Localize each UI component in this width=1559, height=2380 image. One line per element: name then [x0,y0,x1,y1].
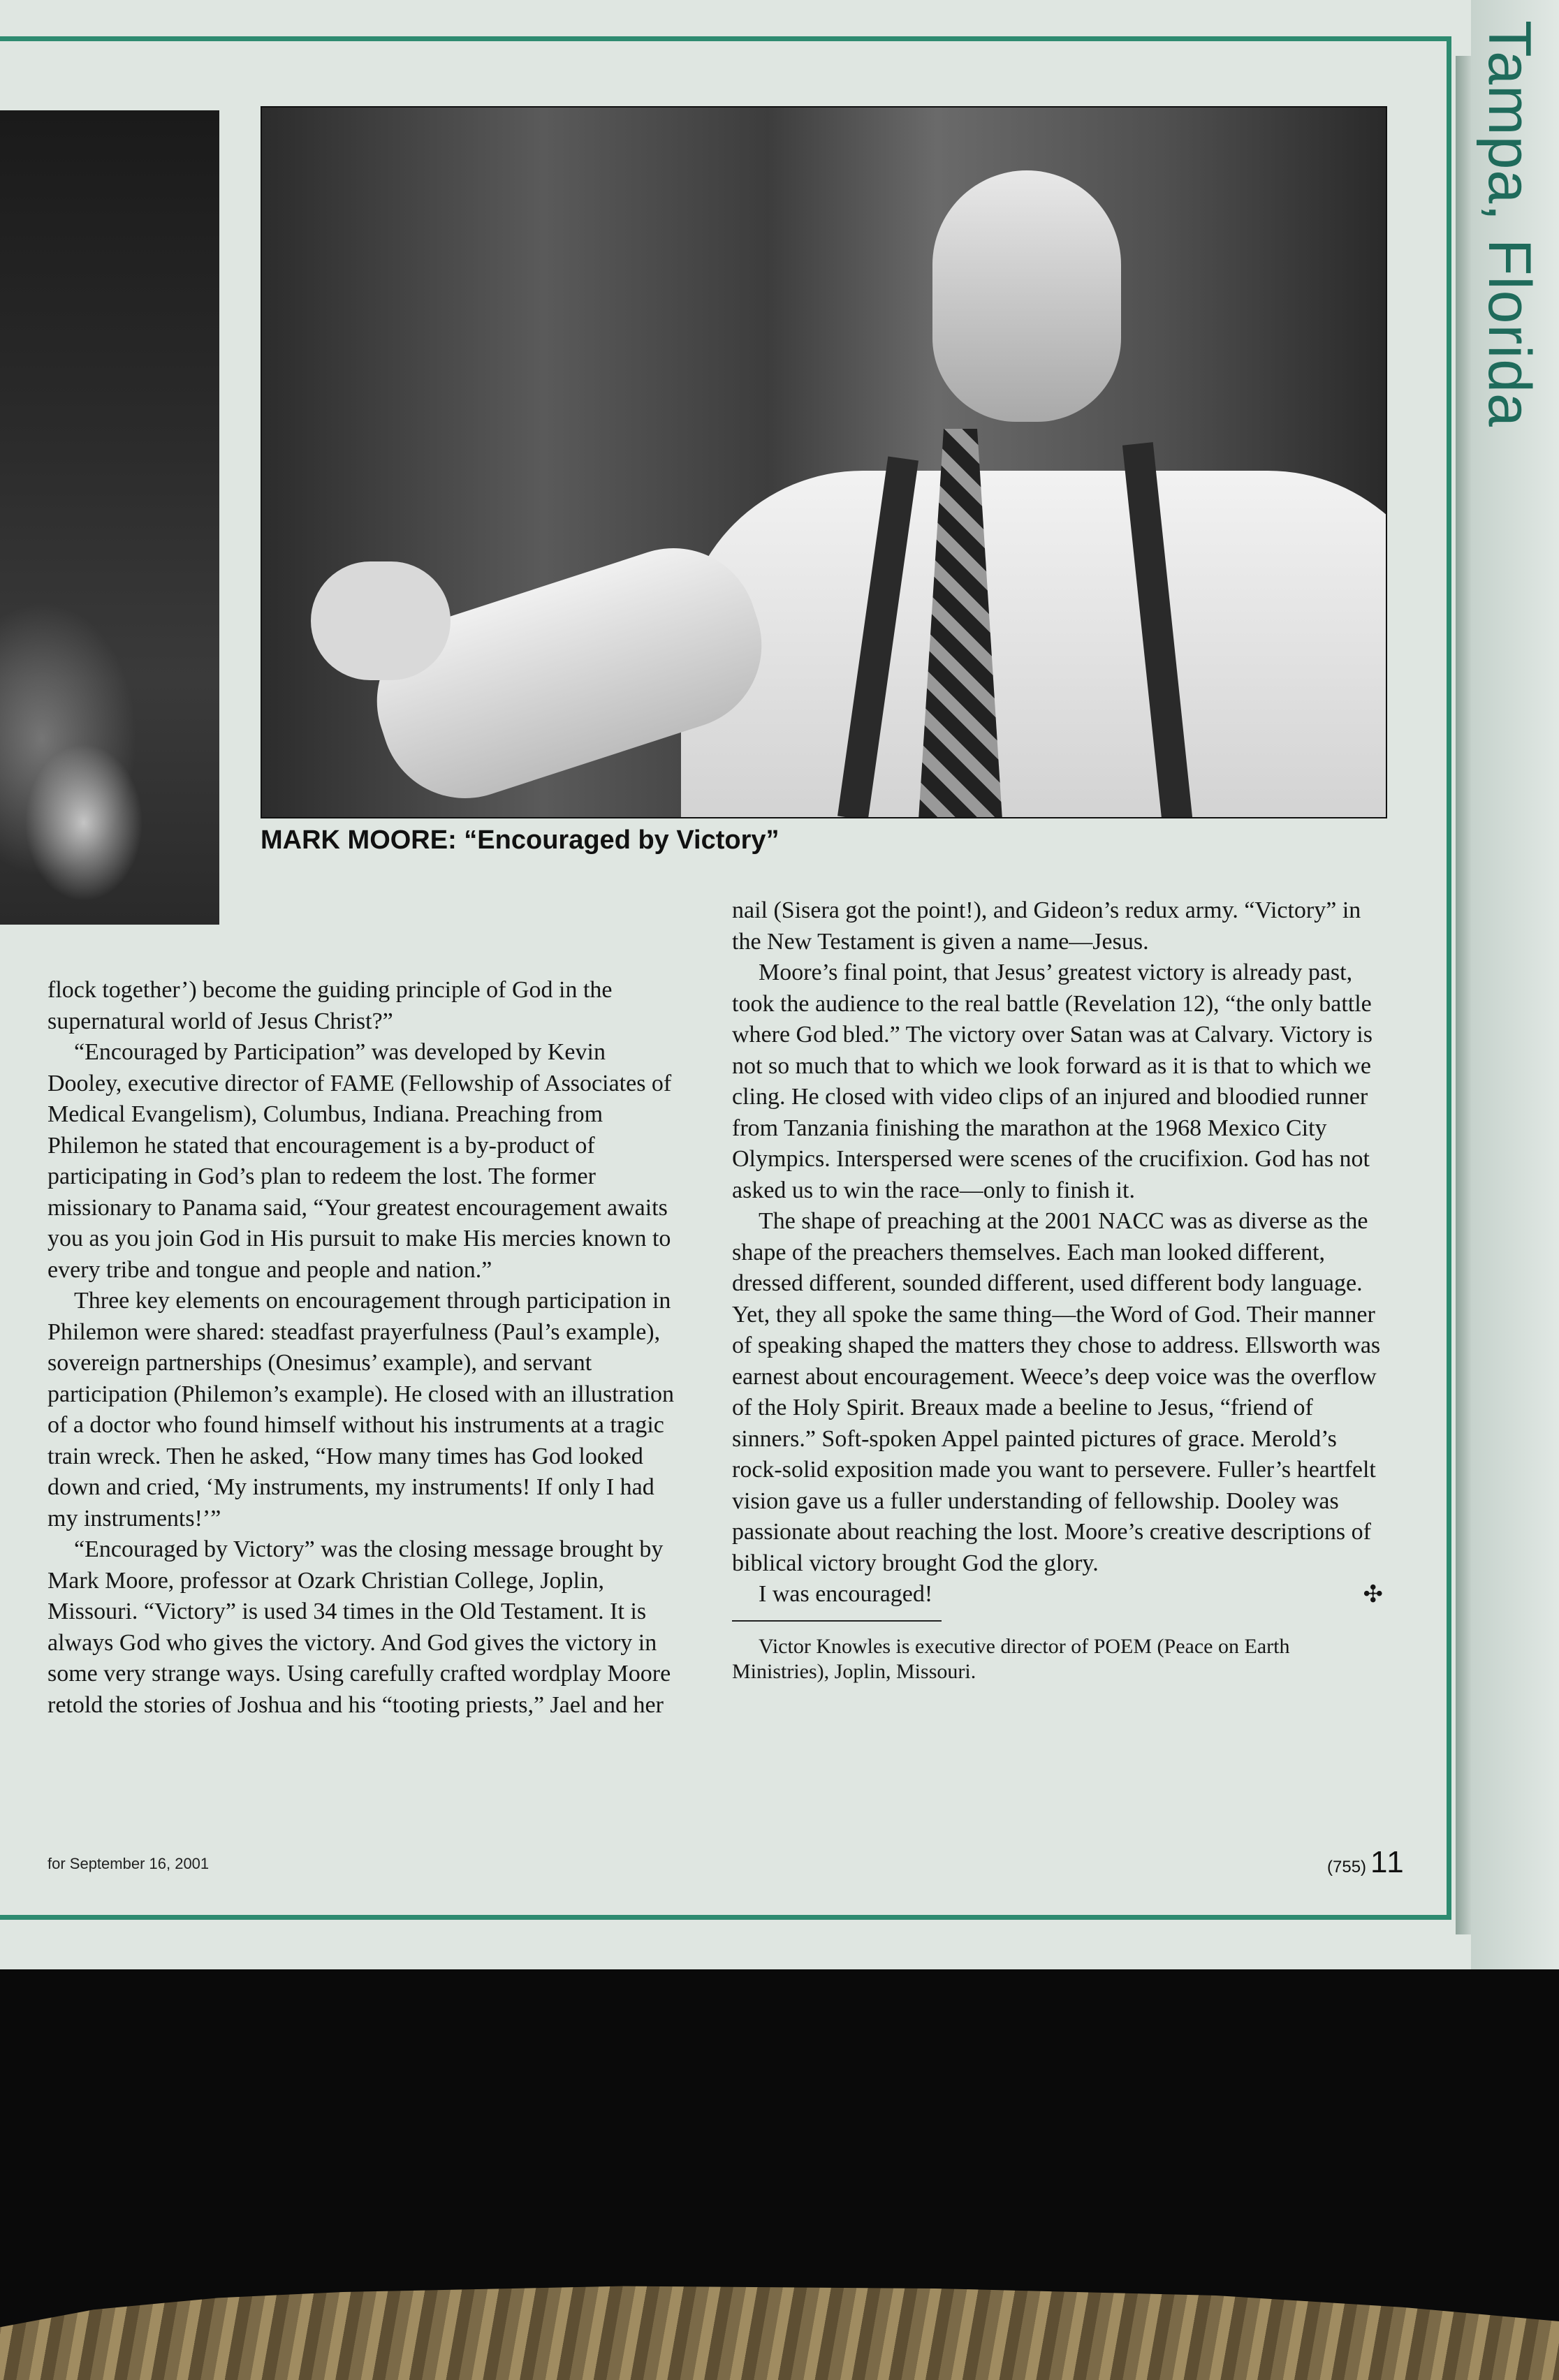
page-folio [1327,1845,1405,1880]
author-bio: Victor Knowles is executive director of POEM (Peace on Earth Ministries), Joplin, Missouri. [732,1634,1290,1683]
folio-code: (755) [1327,1858,1367,1876]
section-side-title [1460,20,1558,427]
photo-caption: MARK MOORE: “Encouraged by Victory” [261,825,780,855]
closing-text: I was encouraged! [759,1581,933,1607]
end-mark-icon: ✣ [1363,1580,1383,1608]
background-carpet [0,2263,1559,2380]
photo-mark-moore [261,106,1387,818]
issue-date: for September 16, 2001 [47,1855,210,1872]
paragraph: “Encouraged by Victory” was the closing message brought by Mark Moore, professor at Ozark Christian College, Joplin, Missouri. “Victory” is used 34 times in the Old Testament. It is always God who gives the victory. And God gives the victory in some very strange ways. Using carefully crafted wordplay Moore retold the stories of Joshua and his “tooting priests,” Jael and her [47,1536,671,1718]
photo-hand [311,561,451,680]
paragraph: nail (Sisera got the point!), and Gideon’s redux army. “Victory” in the New Testament is given a name—Jesus. [732,897,1361,955]
divider [732,1620,942,1622]
page-number: 11 [1370,1845,1405,1879]
photo-gesturing-hand [0,110,219,925]
paragraph: Three key elements on encouragement through participation in Philemon were shared: steadfast prayerfulness (Paul’s example), sovereign partnerships (Onesimus’ example), and servant participation (Philemon’s example). He closed with an illustration of a doctor who found himself without his instruments at a tragic train wreck. Then he asked, “How many times has God looked down and cried, ‘My instruments, my instruments! If only I had my instruments!’” [47,1288,675,1531]
paragraph: “Encouraged by Participation” was developed by Kevin Dooley, executive director of FAME (Fellowship of Associates of Medical Evangelism), Columbus, Indiana. Preaching from Philemon he stated that encouragement is a by-product of participating in God’s plan to redeem the lost. The former missionary to Panama said, “Your greatest encouragement awaits you as you join God in His pursuit to make His mercies known to every tribe and tongue and people and nation.” [47,1039,672,1283]
paragraph: flock together’) become the guiding principle of God in the supernatural world of Jesus Christ?” [47,977,613,1034]
side-title-text: Tampa, Florida [1475,20,1543,427]
paragraph: The shape of preaching at the 2001 NACC was as diverse as the shape of the preachers themselves. Each man looked different, dressed different, sounded different, used different body language. Yet, they all spoke the same thing—the Word of God. Their manner of speaking shaped the matters they chose to address. Ellsworth was earnest about encouragement. Weece’s deep voice was the overflow of the Holy Spirit. Breaux made a beeline to Jesus, “friend of sinners.” Soft-spoken Appel painted pictures of grace. Merold’s rock-solid exposition made you want to persevere. Fuller’s heartfelt vision gave us a fuller understanding of fellowship. Dooley was passionate about reaching the lost. Moore’s creative descriptions of biblical victory brought God the glory. [732,1208,1381,1576]
closing-paragraph [732,1579,1383,1610]
article-column-right [732,895,1383,1684]
photo-head [932,170,1121,422]
article-column-left [47,975,682,1721]
photo-shirt [681,471,1387,818]
paragraph: Moore’s final point, that Jesus’ greatest victory is already past, took the audience to the real battle (Revelation 12), “the only battle where God bled.” The victory over Satan was at Calvary. Victory is not so much that to which we look forward as it is that to which we cling. He closed with video clips of an injured and bloodied runner from Tanzania finishing the marathon at the 1968 Mexico City Olympics. Interspersed were scenes of the crucifixion. God has not asked us to win the race—only to finish it. [732,960,1373,1203]
